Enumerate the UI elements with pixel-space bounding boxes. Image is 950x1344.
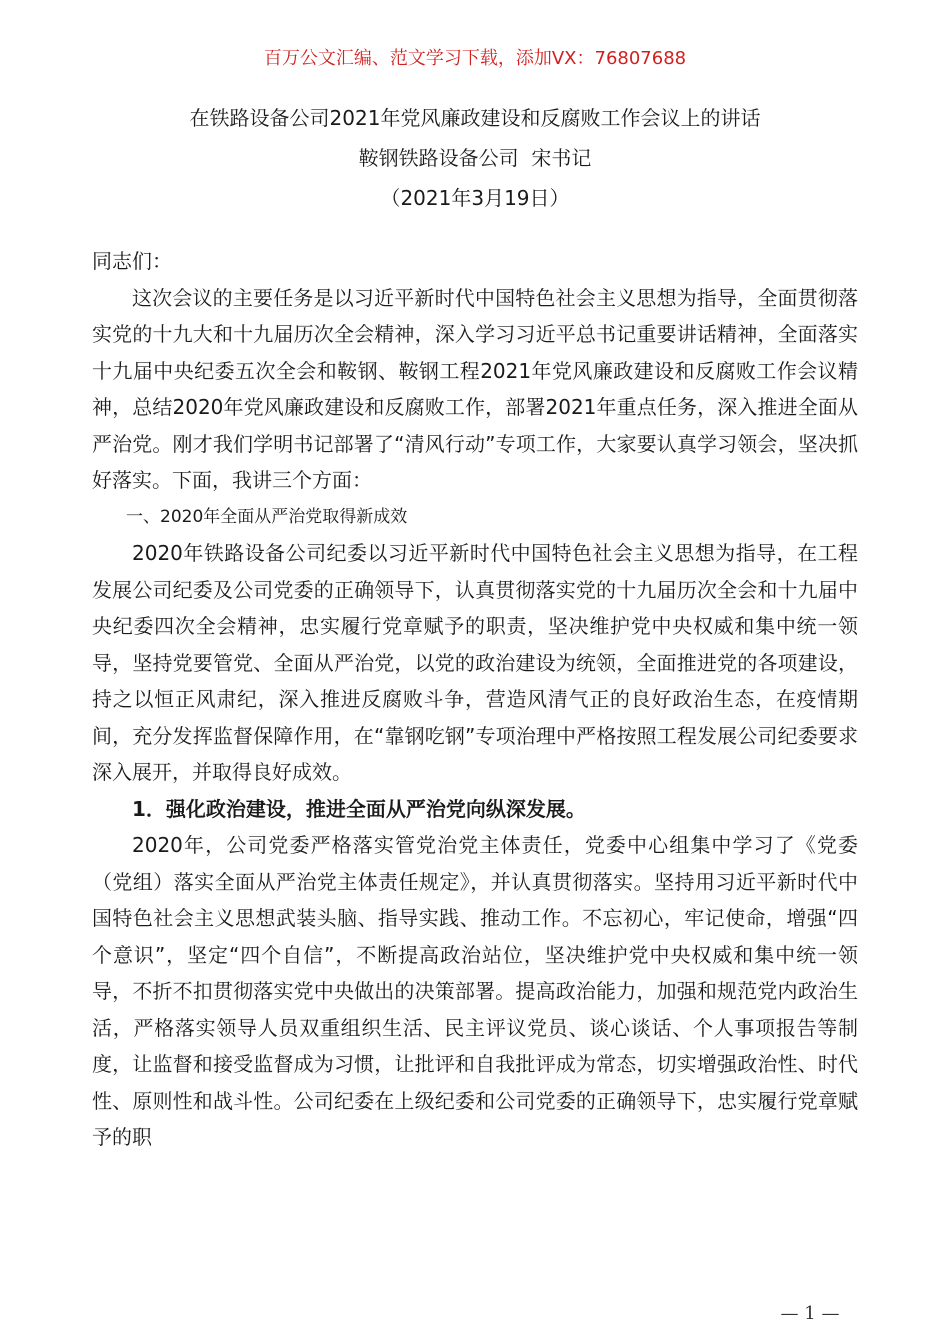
intro-paragraph: 这次会议的主要任务是以习近平新时代中国特色社会主义思想为指导，全面贯彻落实党的十九大和十九届历次全会精神，深入学习习近平总书记重要讲话精神，全面落实十九届中央纪委五次全会和鞍钢、鞍钢工程2021年党风廉政建设和反腐败工作会议精神，总结2020年党风廉政建设和反腐败工作，部署2021年重点任务，深入推进全面从严治党。刚才我们学明书记部署了“清风行动”专项工作，大家要认真学习领会，坚决抓好落实。下面，我讲三个方面： (92, 285, 858, 492)
section-heading-1: 一、2020年全面从严治党取得新成效 (126, 506, 408, 527)
salutation: 同志们： (92, 249, 172, 273)
subsection-1-paragraph: 2020年，公司党委严格落实管党治党主体责任，党委中心组集中学习了《党委（党组）落实全面从严治党主体责任规定》，并认真贯彻落实。坚持用习近平新时代中国特色社会主义思想武装头脑、指导实践、推动工作。不忘初心，牢记使命，增强“四个意识”，坚定“四个自信”，不断提高政治站位，坚决维护党中央权威和集中统一领导，不折不扣贯彻落实党中央做出的决策部署。提高政治能力，加强和规范党内政治生活，严格落实领导人员双重组织生活、民主评议党员、谈心谈话、个人事项报告等制度，让监督和接受监督成为习惯，让批评和自我批评成为常态，切实增强政治性、时代性、原则性和战斗性。公司纪委在上级纪委和公司党委的正确领导下，忠实履行党章赋予的职 (92, 833, 858, 1149)
speech-date: （2021年3月19日） (380, 186, 570, 210)
document-title: 在铁路设备公司2021年党风廉政建设和反腐败工作会议上的讲话 (189, 106, 761, 130)
document-title-block (0, 98, 950, 218)
document-body (92, 243, 858, 1156)
header-banner: 百万公文汇编、范文学习下载，添加VX：76807688 (263, 48, 687, 69)
subheading-1: 1．强化政治建设，推进全面从严治党向纵深发展。 (132, 796, 586, 821)
page-number: — 1 — (780, 1303, 840, 1324)
speaker-line: 鞍钢铁路设备公司 宋书记 (358, 146, 592, 170)
section-1-paragraph: 2020年铁路设备公司纪委以习近平新时代中国特色社会主义思想为指导，在工程发展公司纪委及公司党委的正确领导下，认真贯彻落实党的十九届历次全会和十九届中央纪委四次全会精神，忠实履行党章赋予的职责，坚决维护党中央权威和集中统一领导，坚持党要管党、全面从严治党，以党的政治建设为统领，全面推进党的各项建设，持之以恒正风肃纪，深入推进反腐败斗争，营造风清气正的良好政治生态，在疫情期间，充分发挥监督保障作用，在“靠钢吃钢”专项治理中严格按照工程发展公司纪委要求深入展开，并取得良好成效。 (92, 541, 858, 784)
